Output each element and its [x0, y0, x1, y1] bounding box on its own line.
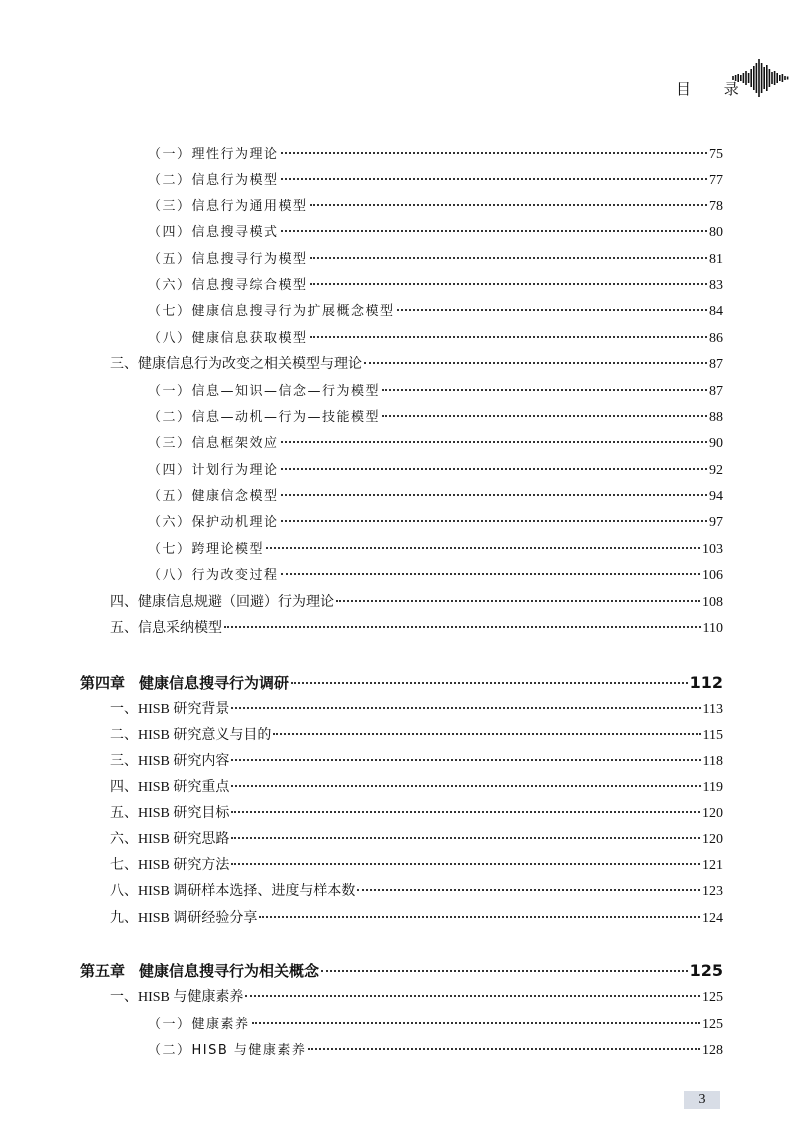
toc-page-number: 83 — [709, 278, 723, 293]
dot-leader — [231, 785, 700, 787]
toc-page-number: 120 — [702, 832, 723, 847]
dot-leader — [310, 283, 707, 285]
toc-page-number: 80 — [709, 225, 723, 240]
dot-leader — [281, 178, 707, 180]
toc-entry-label: 一、HISB 与健康素养 — [110, 990, 244, 1005]
toc-page-number: 113 — [702, 702, 723, 717]
toc-entry[interactable] — [148, 564, 723, 584]
dot-leader — [310, 204, 707, 206]
toc-page-number: 78 — [709, 199, 723, 214]
chapter-title: 健康信息搜寻行为相关概念 — [139, 962, 320, 980]
toc-entry[interactable] — [110, 880, 723, 900]
toc-entry[interactable] — [110, 617, 723, 637]
toc-entry-label: （三）信息框架效应 — [148, 436, 279, 451]
dot-leader — [310, 336, 707, 338]
toc-page-number: 75 — [709, 147, 723, 162]
toc-entry[interactable] — [148, 143, 723, 163]
dot-leader — [231, 707, 700, 709]
toc-page-number: 119 — [702, 780, 723, 795]
toc-entry[interactable] — [148, 511, 723, 531]
toc-entry[interactable] — [148, 327, 723, 347]
toc-entry-label — [80, 672, 289, 693]
toc-entry[interactable] — [148, 248, 723, 268]
toc-chapter-entry[interactable] — [80, 960, 723, 981]
toc-page-number: 121 — [702, 858, 723, 873]
dot-leader — [252, 1022, 700, 1024]
toc-entry[interactable] — [110, 986, 723, 1006]
toc-entry-label: （二）信息行为模型 — [148, 173, 279, 188]
chapter-number: 第五章 — [80, 962, 126, 980]
toc-entry-label: （六）保护动机理论 — [148, 515, 279, 530]
toc-entry[interactable] — [148, 274, 723, 294]
toc-page-number: 108 — [702, 595, 723, 610]
chapter-number: 第四章 — [80, 674, 126, 692]
dot-leader — [273, 733, 700, 735]
toc-entry[interactable] — [148, 1039, 723, 1059]
toc-entry-label: （七）健康信息搜寻行为扩展概念模型 — [148, 304, 395, 319]
dot-leader — [382, 415, 707, 417]
toc-entry-label: （六）信息搜寻综合模型 — [148, 278, 308, 293]
toc-entry-label: 六、HISB 研究思路 — [110, 832, 230, 847]
dot-leader — [281, 152, 707, 154]
toc-entry[interactable] — [110, 698, 723, 718]
toc-page-number: 97 — [709, 515, 723, 530]
dot-leader — [291, 682, 688, 684]
toc-entry-label: （四）计划行为理论 — [148, 463, 279, 478]
toc-entry[interactable] — [148, 195, 723, 215]
dot-leader — [231, 863, 700, 865]
dot-leader — [321, 970, 688, 972]
toc-entry[interactable] — [110, 776, 723, 796]
toc-entry-label: 八、HISB 调研样本选择、进度与样本数 — [110, 884, 356, 899]
toc-entry-label: 四、HISB 研究重点 — [110, 780, 230, 795]
toc-entry-label: 三、健康信息行为改变之相关模型与理论 — [110, 357, 362, 372]
page-number: 3 — [684, 1091, 720, 1109]
toc-entry[interactable] — [148, 380, 723, 400]
dot-leader — [281, 494, 707, 496]
toc-entry-label: 七、HISB 研究方法 — [110, 858, 230, 873]
toc-page-number: 125 — [702, 990, 723, 1005]
soundwave-icon — [731, 56, 791, 100]
dot-leader — [364, 362, 707, 364]
toc-header-title: 目 录 — [676, 80, 753, 98]
toc-page-number: 128 — [702, 1043, 723, 1058]
toc-page-number: 118 — [702, 754, 723, 769]
dot-leader — [259, 916, 700, 918]
toc-entry-label: 九、HISB 调研经验分享 — [110, 911, 258, 926]
toc-entry[interactable] — [110, 750, 723, 770]
toc-entry-label: 五、HISB 研究目标 — [110, 806, 230, 821]
dot-leader — [231, 837, 700, 839]
toc-page-number: 84 — [709, 304, 723, 319]
toc-page-number: 94 — [709, 489, 723, 504]
toc-entry-label: （一）信息—知识—信念—行为模型 — [148, 384, 381, 399]
toc-entry[interactable] — [110, 854, 723, 874]
toc-chapter-entry[interactable] — [80, 672, 723, 693]
dot-leader — [308, 1048, 700, 1050]
toc-entry[interactable] — [148, 432, 723, 452]
dot-leader — [397, 309, 707, 311]
dot-leader — [266, 547, 700, 549]
dot-leader — [281, 520, 707, 522]
dot-leader — [336, 600, 700, 602]
toc-page-number: 106 — [702, 568, 723, 583]
toc-entry-label: （五）信息搜寻行为模型 — [148, 252, 308, 267]
dot-leader — [231, 759, 700, 761]
toc-page-number: 112 — [689, 673, 723, 692]
toc-page-number: 110 — [702, 621, 723, 636]
dot-leader — [310, 257, 707, 259]
dot-leader — [231, 811, 700, 813]
dot-leader — [357, 889, 700, 891]
toc-page-number: 103 — [702, 542, 723, 557]
toc-page-number: 90 — [709, 436, 723, 451]
toc-page-number: 125 — [689, 961, 723, 980]
toc-entry[interactable] — [110, 353, 723, 373]
toc-page-number: 120 — [702, 806, 723, 821]
toc-page-number: 124 — [702, 911, 723, 926]
dot-leader — [245, 995, 700, 997]
toc-page-number: 123 — [702, 884, 723, 899]
dot-leader — [281, 441, 707, 443]
toc-entry-label — [80, 960, 319, 981]
toc-page-number: 88 — [709, 410, 723, 425]
dot-leader — [281, 573, 700, 575]
toc-entry[interactable] — [148, 538, 723, 558]
dot-leader — [224, 626, 701, 628]
toc-entry-label: 四、健康信息规避（回避）行为理论 — [110, 595, 334, 610]
toc-entry-label: （三）信息行为通用模型 — [148, 199, 308, 214]
toc-entry-label: （一）健康素养 — [148, 1017, 250, 1032]
toc-entry[interactable] — [110, 802, 723, 822]
toc-entry[interactable] — [148, 221, 723, 241]
toc-page-number: 87 — [709, 357, 723, 372]
toc-entry-label: （一）理性行为理论 — [148, 147, 279, 162]
toc-entry[interactable] — [148, 459, 723, 479]
toc-entry-label: （八）行为改变过程 — [148, 568, 279, 583]
toc-page-number: 77 — [709, 173, 723, 188]
toc-entry-label: 二、HISB 研究意义与目的 — [110, 728, 272, 743]
toc-entry[interactable] — [148, 406, 723, 426]
toc-page-number: 92 — [709, 463, 723, 478]
toc-entry-label: 一、HISB 研究背景 — [110, 702, 230, 717]
toc-entry[interactable] — [148, 169, 723, 189]
dot-leader — [382, 389, 707, 391]
toc-entry-label: （二）HISB 与健康素养 — [148, 1043, 307, 1058]
toc-entry[interactable] — [148, 300, 723, 320]
dot-leader — [281, 468, 707, 470]
toc-page-number: 115 — [702, 728, 723, 743]
toc-page-number: 86 — [709, 331, 723, 346]
toc-entry[interactable] — [110, 907, 723, 927]
toc-entry[interactable] — [110, 724, 723, 744]
toc-entry-label: （四）信息搜寻模式 — [148, 225, 279, 240]
toc-entry[interactable] — [148, 485, 723, 505]
toc-entry[interactable] — [110, 591, 723, 611]
toc-entry-label: （二）信息—动机—行为—技能模型 — [148, 410, 381, 425]
toc-page-number: 87 — [709, 384, 723, 399]
toc-entry-label: （五）健康信念模型 — [148, 489, 279, 504]
toc-entry-label: （七）跨理论模型 — [148, 542, 265, 557]
toc-entry-label: 三、HISB 研究内容 — [110, 754, 230, 769]
toc-entry[interactable] — [148, 1013, 723, 1033]
toc-entry-label: （八）健康信息获取模型 — [148, 331, 308, 346]
dot-leader — [281, 230, 707, 232]
toc-entry-label: 五、信息采纳模型 — [110, 621, 222, 636]
chapter-title: 健康信息搜寻行为调研 — [139, 674, 290, 692]
toc-page-number: 125 — [702, 1017, 723, 1032]
toc-page-number: 81 — [709, 252, 723, 267]
toc-entry[interactable] — [110, 828, 723, 848]
